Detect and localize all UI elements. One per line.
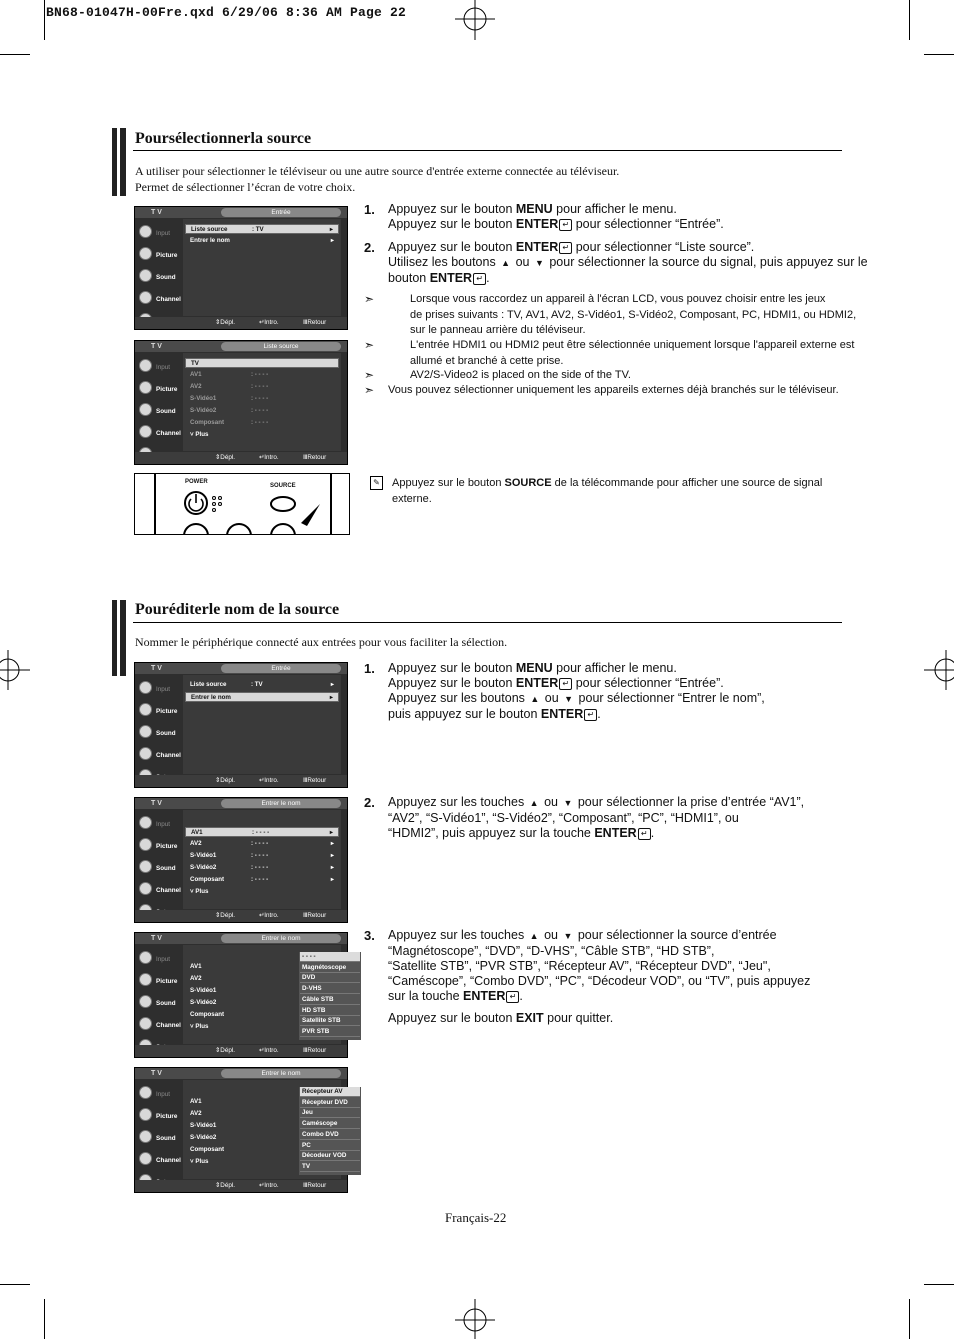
- menu-row[interactable]: Liste source : TV ▸: [190, 681, 334, 688]
- up-arrow-icon: ▲: [529, 931, 539, 941]
- menu-row[interactable]: S-Vidéo1: [190, 1122, 217, 1129]
- menu-row[interactable]: AV1 : - - - - ▸: [185, 827, 339, 837]
- dropdown-option[interactable]: DVD: [300, 973, 360, 983]
- dropdown-option[interactable]: Récepteur AV: [300, 1087, 360, 1097]
- menu-row[interactable]: AV2: [190, 1110, 202, 1117]
- tv-menu-input: T V Entrée Input Picture Sound Channel Liste source : TV ▸ Entrer le nom ▸ ⇕ Dépl. ↵ Intro. Ⅲ Retour: [134, 206, 348, 330]
- note: ➣ L'entrée HDMI1 ou HDMI2 peut être sélectionnée uniquement lorsque l'appareil externe est allumé et branché à cette prise.: [364, 338, 855, 367]
- menu-footer: ⇕ Dépl. ↵ Intro. Ⅲ Retour: [135, 317, 347, 329]
- menu-footer: ⇕ Dépl. ↵ Intro. Ⅲ Retour: [135, 775, 347, 787]
- menu-sidebar: Input Picture Sound Channel: [136, 675, 182, 775]
- menu-row[interactable]: ˅ Plus: [190, 1158, 209, 1165]
- section-bar: [112, 128, 126, 196]
- section-title: Pouréditerle nom de la source: [135, 601, 340, 618]
- dropdown-option[interactable]: PVR STB: [300, 1027, 360, 1037]
- menu-row[interactable]: S-Vidéo1: [190, 987, 217, 994]
- menu-row[interactable]: AV1: [190, 1098, 202, 1105]
- menu-row[interactable]: Liste source : TV ▸: [185, 224, 339, 234]
- section-intro: [135, 163, 619, 195]
- section-rule: [133, 622, 842, 623]
- input-icon: [139, 681, 152, 694]
- channel-icon: [139, 425, 152, 438]
- menu-row[interactable]: Composant: [190, 1011, 225, 1018]
- menu-row[interactable]: S-Vidéo2: [190, 1134, 217, 1141]
- input-icon: [139, 1086, 152, 1099]
- enter-icon: ↵: [559, 219, 572, 231]
- intro-line: A utiliser pour sélectionner le téléviseur ou une autre source d'entrée externe connectée au téléviseur.: [135, 164, 620, 178]
- crop-mark: [909, 0, 910, 40]
- crop-mark: [909, 1299, 910, 1339]
- power-label: POWER: [185, 479, 208, 485]
- tv-menu-edit-name-list: T V Entrer le nom Input Picture Sound Channel AV1 AV2 S-Vidéo1 S-Vidéo2 Composant ˅ Plus Récepteur AV Récepteur DVD Jeu Caméscope Combo DVD PC Décodeur VOD TV ⇕ Dépl. ↵ Intro. Ⅲ Retour: [134, 1067, 348, 1193]
- input-icon: [139, 225, 152, 238]
- up-arrow-icon: ▲: [501, 258, 511, 268]
- up-arrow-icon: ▲: [529, 798, 539, 808]
- note: ➣ AV2/S-Video2 is placed on the side of the TV.: [364, 368, 631, 382]
- menu-sidebar: Input Picture Sound Channel: [136, 945, 182, 1045]
- sound-icon: [139, 269, 152, 282]
- dropdown-option[interactable]: Jeu: [300, 1108, 360, 1118]
- step-3: 3. Appuyez sur les touches ▲ ou ▼ pour sélectionner la source d’entrée “Magnétoscope”, “DVD”, “D-VHS”, “Câble STB”, “HD STB”, “Satellite STB”, “PVR STB”, “Récepteur AV”, “Récepteur DVD”, “Jeu", “Caméscope”, “Combo DVD”, “PC”, “Décodeur VOD”, ou “TV”, puis appuyez sur la touche ENTER ↵ . Appuyez sur le bouton EXIT pour quitter.: [364, 928, 811, 1025]
- sound-icon: [139, 725, 152, 738]
- channel-icon: [139, 1017, 152, 1030]
- menu-row[interactable]: AV1: [190, 963, 202, 970]
- menu-title: Entrée: [221, 664, 341, 673]
- picture-icon: [139, 703, 152, 716]
- registration-mark-icon: [924, 650, 954, 690]
- menu-sidebar: Input Picture Sound Channel: [136, 219, 182, 317]
- menu-row[interactable]: Composant : - - - - ▸: [190, 876, 334, 883]
- tv-menu-edit-name: T V Entrer le nom Input Picture Sound Channel AV1 : - - - - ▸ AV2 : - - - - ▸ S-Vidéo1 : - - - - ▸ S-Vidéo2 : - - - - ▸ Composant : - - - - ▸ ˅ Plus ⇕ Dépl. ↵ Intro. Ⅲ Retour: [134, 797, 348, 923]
- enter-icon: ↵: [638, 828, 651, 840]
- menu-row[interactable]: Composant : - - - -: [190, 419, 269, 426]
- dropdown-option[interactable]: D-VHS: [300, 984, 360, 994]
- menu-row[interactable]: S-Vidéo1 : - - - -: [190, 395, 269, 402]
- channel-icon: [139, 291, 152, 304]
- crop-mark: [0, 1284, 30, 1285]
- step-number: 2.: [364, 795, 375, 810]
- down-arrow-icon: ▼: [563, 931, 573, 941]
- registration-mark-icon: [455, 0, 495, 40]
- menu-row[interactable]: TV: [185, 358, 339, 368]
- menu-row[interactable]: S-Vidéo2 : - - - - ▸: [190, 864, 334, 871]
- dropdown-option[interactable]: TV: [300, 1162, 360, 1172]
- channel-icon: [139, 1152, 152, 1165]
- remote-note-icon: ✎: [370, 476, 383, 490]
- menu-title: Entrer le nom: [221, 1069, 341, 1078]
- menu-row[interactable]: Entrer le nom ▸: [185, 692, 339, 702]
- down-arrow-icon: ▼: [564, 694, 574, 704]
- down-arrow-icon: ▼: [534, 258, 544, 268]
- note-arrow-icon: ➣: [364, 292, 375, 306]
- menu-row[interactable]: ˅ Plus: [190, 888, 209, 895]
- dropdown-option[interactable]: Magnétoscope: [300, 963, 360, 973]
- menu-row[interactable]: AV2: [190, 975, 202, 982]
- channel-icon: [139, 747, 152, 760]
- crop-mark: [0, 54, 30, 55]
- remote-illustration: [134, 473, 350, 535]
- menu-row[interactable]: AV2 : - - - -: [190, 383, 269, 390]
- enter-icon: ↵: [559, 242, 572, 254]
- source-note: ✎ Appuyez sur le bouton SOURCE de la télécommande pour afficher une source de signal externe.: [364, 476, 874, 507]
- picture-icon: [139, 838, 152, 851]
- step-1: 1. Appuyez sur le bouton MENU pour afficher le menu. Appuyez sur le bouton ENTER ↵ pour sélectionner “Entrée”. Appuyez sur les boutons ▲ ou ▼ pour sélectionner “Entrer le nom”, puis appuyez sur le bouton ENTER ↵ .: [364, 661, 765, 721]
- sound-icon: [139, 860, 152, 873]
- menu-row[interactable]: S-Vidéo1 : - - - - ▸: [190, 852, 334, 859]
- intro-line: Permet de sélectionner l’écran de votre choix.: [135, 180, 356, 194]
- tv-menu-source-list: T V Liste source Input Picture Sound Channel TV AV1 : - - - - AV2 : - - - - S-Vidéo1 : - - - - S-Vidéo2 : - - - - Composant : - - - - ˅ Plus ⇕ Dépl. ↵ Intro. Ⅲ Retour: [134, 340, 348, 465]
- dropdown-option[interactable]: Récepteur DVD: [300, 1098, 360, 1108]
- menu-title: Entrer le nom: [221, 799, 341, 808]
- section-bar: [112, 600, 126, 676]
- crop-mark: [924, 54, 954, 55]
- registration-mark-icon: [0, 650, 30, 690]
- tv-menu-input: T V Entrée Input Picture Sound Channel Liste source : TV ▸ Entrer le nom ▸ ⇕ Dépl. ↵ Intro. Ⅲ Retour: [134, 662, 348, 788]
- menu-row[interactable]: Composant: [190, 1146, 225, 1153]
- crop-mark: [44, 1299, 45, 1339]
- step-number: 1.: [364, 202, 375, 217]
- enter-icon: ↵: [559, 678, 572, 690]
- page-number: Français-22: [445, 1210, 507, 1225]
- menu-sidebar: Input Picture Sound Channel: [136, 1080, 182, 1180]
- picture-icon: [139, 973, 152, 986]
- picture-icon: [139, 247, 152, 260]
- enter-icon: ↵: [584, 709, 597, 721]
- name-dropdown[interactable]: [299, 1087, 361, 1175]
- sound-icon: [139, 995, 152, 1008]
- menu-title: Liste source: [221, 342, 341, 351]
- enter-icon: ↵: [506, 991, 519, 1003]
- menu-row[interactable]: S-Vidéo2: [190, 999, 217, 1006]
- dropdown-option[interactable]: Satellite STB: [300, 1016, 360, 1026]
- menu-footer: ⇕ Dépl. ↵ Intro. Ⅲ Retour: [135, 910, 347, 922]
- name-dropdown[interactable]: [299, 952, 361, 1040]
- dropdown-option[interactable]: - - - -: [300, 952, 360, 962]
- menu-row[interactable]: S-Vidéo2 : - - - -: [190, 407, 269, 414]
- picture-icon: [139, 1108, 152, 1121]
- crop-mark: [924, 1284, 954, 1285]
- menu-footer: ⇕ Dépl. ↵ Intro. Ⅲ Retour: [135, 452, 347, 464]
- crop-mark: [44, 0, 45, 40]
- source-label: SOURCE: [270, 483, 296, 489]
- menu-row[interactable]: ˅ Plus: [190, 1023, 209, 1030]
- menu-title: Entrer le nom: [221, 934, 341, 943]
- menu-title: Entrée: [221, 208, 341, 217]
- channel-icon: [139, 882, 152, 895]
- input-icon: [139, 951, 152, 964]
- step-number: 2.: [364, 240, 375, 255]
- section-title: Poursélectionnerla source: [135, 130, 312, 147]
- note: ➣ Vous pouvez sélectionner uniquement les appareils externes déjà branchés sur le téléviseur.: [364, 383, 839, 397]
- menu-footer: ⇕ Dépl. ↵ Intro. Ⅲ Retour: [135, 1180, 347, 1192]
- note-arrow-icon: ➣: [364, 338, 375, 352]
- section-intro: Nommer le périphérique connecté aux entrées pour vous faciliter la sélection.: [135, 635, 508, 649]
- dropdown-option[interactable]: Caméscope: [300, 1119, 360, 1129]
- enter-icon: ↵: [473, 273, 486, 285]
- picture-icon: [139, 381, 152, 394]
- input-icon: [139, 359, 152, 372]
- sound-icon: [139, 1130, 152, 1143]
- input-icon: [139, 816, 152, 829]
- note-arrow-icon: ➣: [364, 368, 375, 382]
- up-arrow-icon: ▲: [530, 694, 540, 704]
- menu-sidebar: Input Picture Sound Channel: [136, 353, 182, 452]
- sound-icon: [139, 403, 152, 416]
- section-rule: [133, 150, 842, 151]
- dropdown-option[interactable]: Câble STB: [300, 995, 360, 1005]
- step-1: 1. Appuyez sur le bouton MENU pour afficher le menu. Appuyez sur le bouton ENTER ↵ pour sélectionner “Entrée”.: [364, 202, 724, 231]
- menu-sidebar: Input Picture Sound Channel: [136, 810, 182, 910]
- step-2: 2. Appuyez sur le bouton ENTER ↵ pour sélectionner “Liste source”. Utilisez les boutons ▲ ou ▼ pour sélectionner la source du signal, puis appuyez sur le bouton ENTER ↵ .: [364, 240, 868, 285]
- tv-menu-edit-name-list: T V Entrer le nom Input Picture Sound Channel AV1 AV2 S-Vidéo1 S-Vidéo2 Composant ˅ Plus - - - - Magnétoscope DVD D-VHS Câble STB HD STB Satellite STB PVR STB ⇕ Dépl. ↵ Intro. Ⅲ Retour: [134, 932, 348, 1058]
- dropdown-option[interactable]: PC: [300, 1141, 360, 1151]
- dropdown-option[interactable]: Combo DVD: [300, 1130, 360, 1140]
- menu-row[interactable]: AV1 : - - - -: [190, 371, 269, 378]
- registration-mark-icon: [455, 1299, 495, 1339]
- menu-row[interactable]: ˅ Plus: [190, 431, 209, 438]
- dropdown-option[interactable]: HD STB: [300, 1006, 360, 1016]
- menu-row[interactable]: Entrer le nom ▸: [190, 237, 334, 244]
- down-arrow-icon: ▼: [563, 798, 573, 808]
- step-2: 2. Appuyez sur les touches ▲ ou ▼ pour sélectionner la prise d’entrée “AV1”, “AV2”, “S-Vidéo1”, “S-Vidéo2”, “Composant”, “PC”, “HDMI1”, ou “HDMI2”, puis appuyez sur la touche ENTER ↵ .: [364, 795, 805, 840]
- step-number: 1.: [364, 661, 375, 676]
- print-header: BN68-01047H-00Fre.qxd 6/29/06 8:36 AM Page 22: [46, 5, 407, 20]
- step-number: 3.: [364, 928, 375, 943]
- menu-footer: ⇕ Dépl. ↵ Intro. Ⅲ Retour: [135, 1045, 347, 1057]
- note-arrow-icon: ➣: [364, 383, 375, 397]
- menu-row[interactable]: AV2 : - - - - ▸: [190, 840, 334, 847]
- remote-control-icon: [135, 474, 350, 535]
- note: ➣ Lorsque vous raccordez un appareil à l'écran LCD, vous pouvez choisir entre les jeux de prises suivants : TV, AV1, AV2, S-Vidéo1, S-Vidéo2, Composant, PC, HDMI1, ou HDMI2, sur le panneau arrière du téléviseur.: [364, 292, 857, 336]
- dropdown-option[interactable]: Décodeur VOD: [300, 1151, 360, 1161]
